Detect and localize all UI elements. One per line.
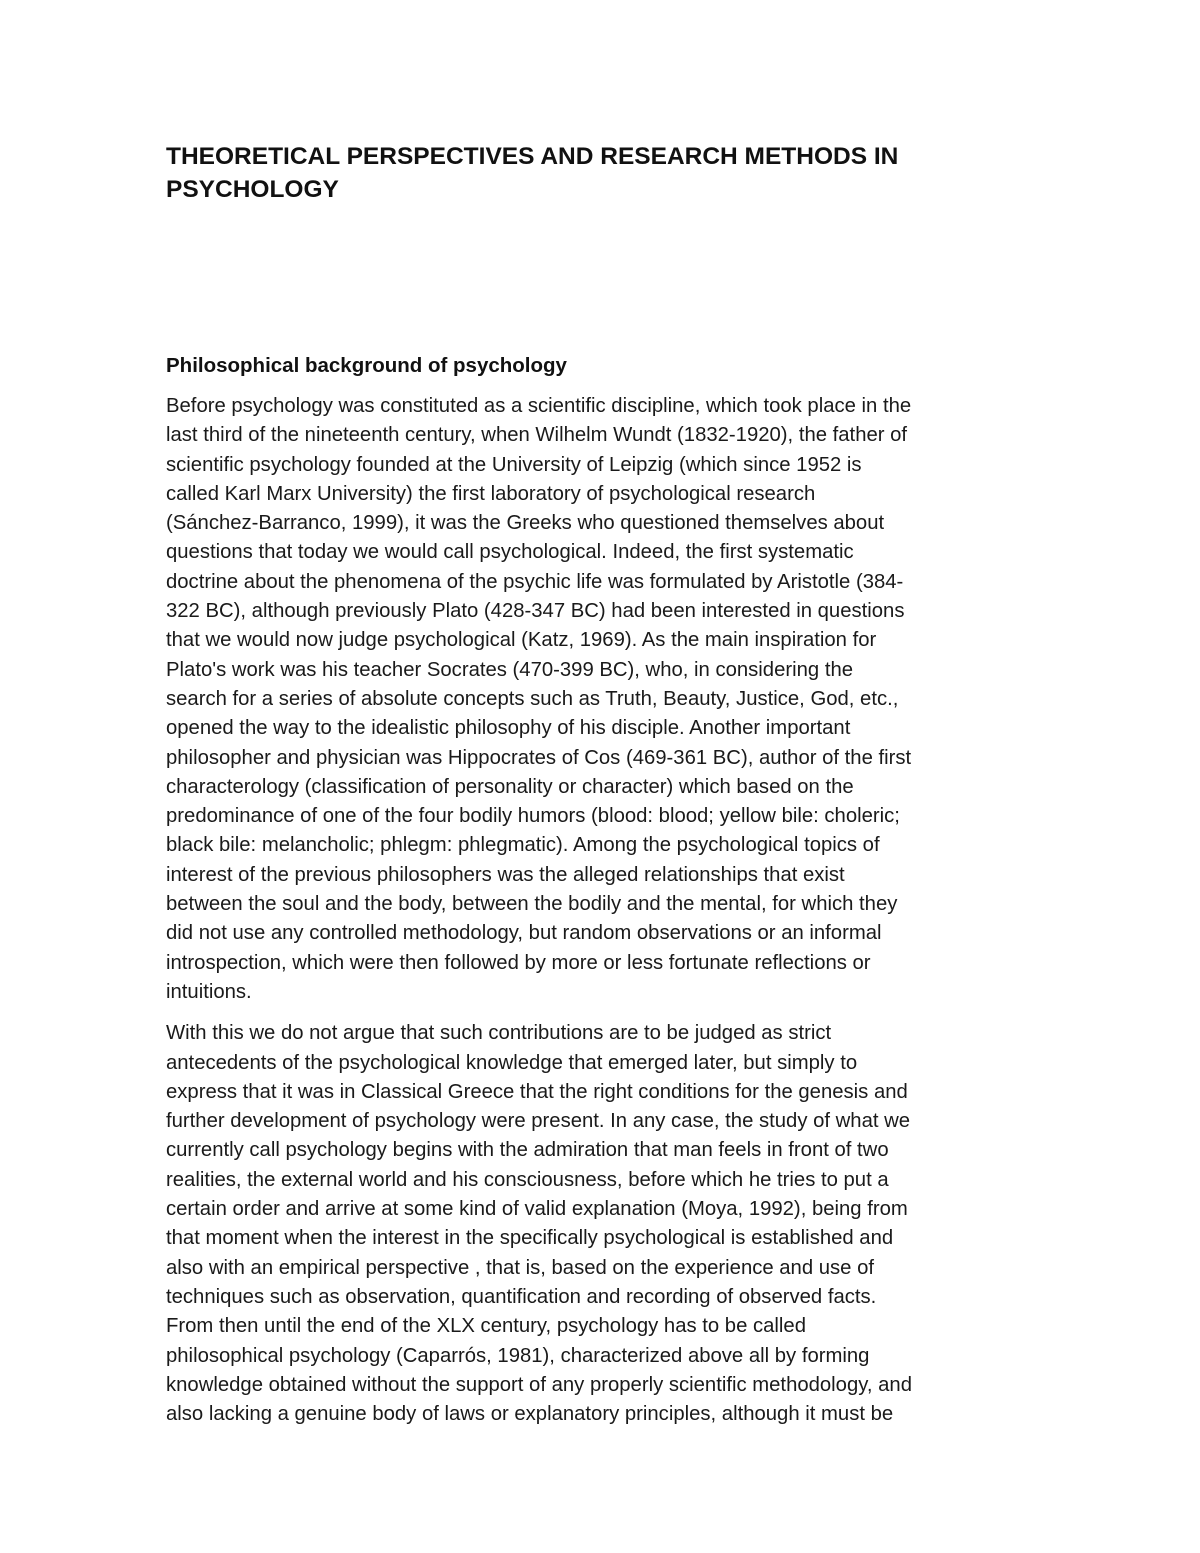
paragraph-line: Plato's work was his teacher Socrates (470-399 BC), who, in considering the — [166, 658, 854, 681]
paragraph — [166, 392, 1046, 1007]
title-line: THEORETICAL PERSPECTIVES AND RESEARCH METHODS IN — [166, 143, 899, 170]
paragraph-line: philosopher and physician was Hippocrates of Cos (469-361 BC), author of the first — [166, 746, 912, 769]
paragraph-line: From then until the end of the XLX century, psychology has to be called — [166, 1315, 806, 1338]
title-line: PSYCHOLOGY — [166, 176, 339, 203]
paragraph-line: 322 BC), although previously Plato (428-347 BC) had been interested in questions — [166, 600, 905, 623]
document-title — [166, 140, 1046, 206]
paragraph-line: certain order and arrive at some kind of valid explanation (Moya, 1992), being from — [166, 1198, 908, 1221]
paragraph-line: currently call psychology begins with the admiration that man feels in front of two — [166, 1139, 889, 1162]
document-page — [166, 140, 1046, 1441]
paragraph-line: between the soul and the body, between the bodily and the mental, for which they — [166, 893, 898, 916]
paragraph-line: also with an empirical perspective , that is, based on the experience and use of — [166, 1256, 875, 1279]
paragraph-line: also lacking a genuine body of laws or explanatory principles, although it must be — [166, 1403, 894, 1426]
paragraph-line: realities, the external world and his consciousness, before which he tries to put a — [166, 1168, 889, 1191]
paragraph-line: predominance of one of the four bodily humors (blood: blood; yellow bile: choleric; — [166, 805, 900, 828]
paragraph-line: introspection, which were then followed by more or less fortunate reflections or — [166, 951, 871, 974]
paragraph-line: philosophical psychology (Caparrós, 1981), characterized above all by forming — [166, 1344, 870, 1367]
paragraph-line: doctrine about the phenomena of the psychic life was formulated by Aristotle (384- — [166, 570, 904, 593]
paragraph-line: characterology (classification of personality or character) which based on the — [166, 775, 854, 798]
paragraph-line: black bile: melancholic; phlegm: phlegmatic). Among the psychological topics of — [166, 834, 880, 857]
paragraph-line: antecedents of the psychological knowledge that emerged later, but simply to — [166, 1051, 858, 1074]
paragraph-line: techniques such as observation, quantification and recording of observed facts. — [166, 1285, 877, 1308]
paragraph — [166, 1019, 1046, 1429]
paragraph-line: further development of psychology were present. In any case, the study of what we — [166, 1110, 911, 1133]
paragraph-line: search for a series of absolute concepts such as Truth, Beauty, Justice, God, etc., — [166, 687, 899, 710]
paragraph-line: opened the way to the idealistic philosophy of his disciple. Another important — [166, 717, 851, 740]
paragraph-line: called Karl Marx University) the first laboratory of psychological research — [166, 482, 816, 505]
paragraph-line: Before psychology was constituted as a scientific discipline, which took place in the — [166, 395, 912, 417]
paragraph-line: express that it was in Classical Greece that the right conditions for the genesis and — [166, 1080, 908, 1103]
paragraph-line: With this we do not argue that such contributions are to be judged as strict — [166, 1022, 832, 1045]
paragraph-line: knowledge obtained without the support of any properly scientific methodology, and — [166, 1373, 912, 1396]
paragraph-line: questions that today we would call psychological. Indeed, the first systematic — [166, 541, 854, 564]
paragraph-line: that we would now judge psychological (Katz, 1969). As the main inspiration for — [166, 629, 877, 652]
paragraph-line: scientific psychology founded at the University of Leipzig (which since 1952 is — [166, 453, 862, 476]
paragraph-line: intuitions. — [166, 980, 252, 1003]
paragraph-line: did not use any controlled methodology, but random observations or an informal — [166, 922, 882, 945]
paragraph-line: last third of the nineteenth century, when Wilhelm Wundt (1832-1920), the father of — [166, 424, 908, 447]
paragraph-line: (Sánchez-Barranco, 1999), it was the Greeks who questioned themselves about — [166, 512, 885, 535]
paragraph-line: that moment when the interest in the specifically psychological is established and — [166, 1227, 894, 1250]
section-heading: Philosophical background of psychology — [166, 354, 567, 377]
paragraph-line: interest of the previous philosophers was the alleged relationships that exist — [166, 863, 845, 886]
